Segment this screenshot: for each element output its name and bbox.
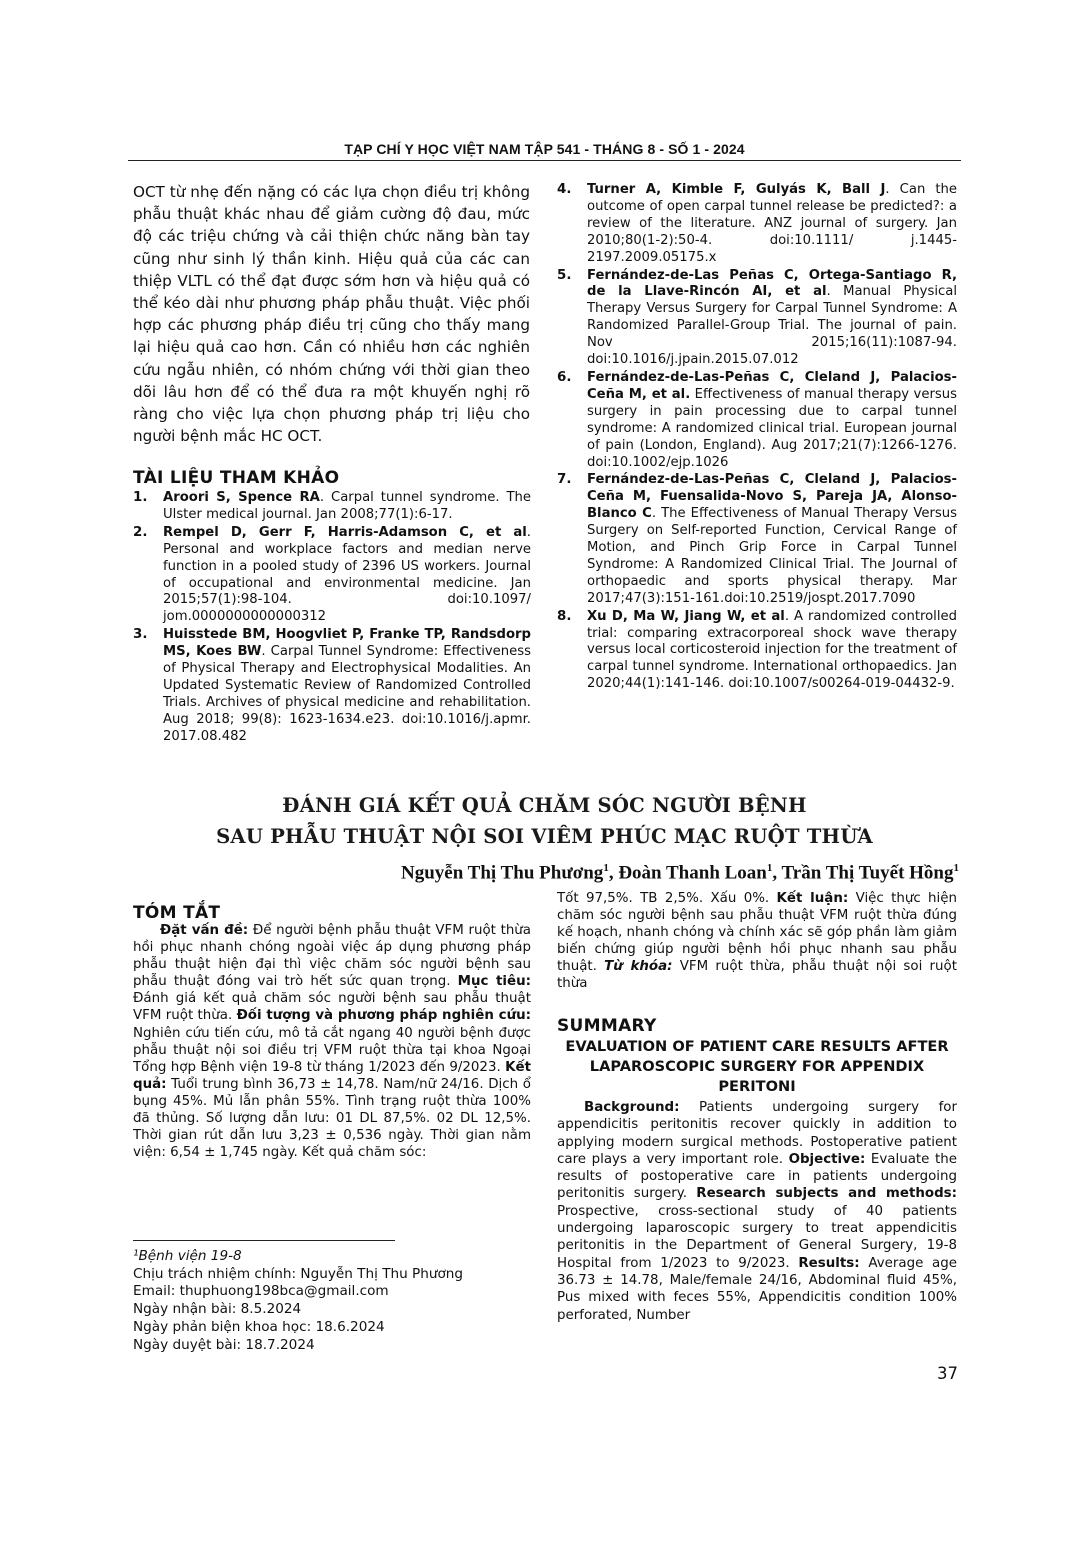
abstract-text: Tốt 97,5%. TB 2,5%. Xấu 0%.	[557, 891, 777, 906]
reference-text: . A randomized controlled trial: comparing extracorporeal shock wave therapy versus local corticosteroid injection for the treatment of carpal tunnel syndrome. International orthopaedics. Jan 2020;44(1):141-146. doi:10.1007/s00264-019-04432-9.	[587, 608, 957, 692]
abstract-label: Background:	[584, 1100, 680, 1115]
article-authors	[401, 862, 959, 884]
reference-authors: Fernández-de-Las-Peñas C, Cleland J, Palacios-Ceña M, et al.	[587, 369, 957, 402]
abstract-label: Research subjects and methods:	[696, 1186, 958, 1202]
abstract-en-body	[557, 1099, 957, 1324]
reference-authors: Aroori S, Spence RA	[163, 490, 320, 505]
references-heading: TÀI LIỆU THAM KHẢO	[133, 468, 340, 488]
abstract-label: Kết quả:	[133, 1059, 531, 1092]
author-name: Đoàn Thanh Loan	[618, 862, 767, 884]
article-title-line2: SAU PHẪU THUẬT NỘI SOI VIÊM PHÚC MẠC RUỘT THỪA	[216, 825, 873, 848]
reference-authors: Rempel D, Gerr F, Harris-Adamson C, et al	[163, 524, 527, 540]
reference-authors: Fernández-de-Las Peñas C, Ortega-Santiago R, de la Llave-Rincón AI, et al	[587, 267, 957, 300]
reference-item	[133, 490, 531, 524]
abstract-en-title: EVALUATION OF PATIENT CARE RESULTS AFTER LAPAROSCOPIC SURGERY FOR APPENDIX PERITONI	[565, 1038, 949, 1095]
reference-number: 2.	[133, 524, 148, 540]
footnote-affiliation: ¹Bệnh viện 19-8	[133, 1248, 242, 1264]
abstract-vi-continued	[557, 890, 957, 993]
references-list-left	[133, 490, 531, 747]
reference-item	[133, 627, 531, 745]
author-separator: ,	[772, 862, 782, 884]
keywords-text: VFM ruột thừa, phẫu thuật nội soi ruột thừa	[557, 959, 957, 992]
reference-authors: Huisstede BM, Hoogvliet P, Franke TP, Randsdorp MS, Koes BW	[163, 627, 531, 660]
reference-authors: Xu D, Ma W, Jiang W, et al	[587, 608, 785, 624]
abstract-label: Results:	[798, 1255, 860, 1271]
abstract-text: Patients undergoing surgery for appendicitis peritonitis recover quickly in addition to applying modern surgical methods. Postoperative patient care plays a very important role.	[557, 1100, 957, 1167]
reference-number: 8.	[557, 608, 572, 624]
footnote-responsible: Chịu trách nhiệm chính: Nguyễn Thị Thu Phương	[133, 1265, 464, 1282]
abstract-text: Việc thực hiện chăm sóc người bệnh sau phẫu thuật VFM ruột thừa đúng kế hoạch, nhanh chóng và chính xác sẽ góp phần làm giảm biến chứng giúp người bệnh hồi phục nhanh sau phẫu thuật.	[557, 891, 957, 975]
abstract-label: Kết luận:	[776, 891, 849, 906]
author-separator: ,	[608, 862, 619, 884]
author-name: Trần Thị Tuyết Hồng	[781, 862, 954, 884]
page-number: 37	[937, 1364, 958, 1383]
abstract-text: Average age 36.73 ± 14.78, Male/female 24/16, Abdominal fluid 45%, Pus mixed with feces 55%, Appendicitis condition 100% perforated, Number	[557, 1255, 957, 1323]
abstract-text: Evaluate the results of postoperative care in patients undergoing peritonitis surgery.	[557, 1151, 957, 1202]
footnote-divider	[133, 1240, 395, 1241]
reference-authors: Fernández-de-Las-Peñas C, Cleland J, Palacios-Ceña M, Fuensalida-Novo S, Pareja JA, Alonso-Blanco C	[587, 472, 957, 522]
abstract-vi-body	[133, 922, 531, 1161]
reference-text: . Carpal tunnel syndrome. The Ulster medical journal. Jan 2008;77(1):6-17.	[163, 490, 532, 522]
footnote-review-date: Ngày phản biện khoa học: 18.6.2024	[133, 1318, 385, 1335]
abstract-en-heading: SUMMARY	[557, 1016, 657, 1036]
abstract-vi-heading: TÓM TẮT	[133, 903, 221, 923]
abstract-label: Đối tượng và phương pháp nghiên cứu:	[236, 1008, 531, 1024]
reference-text: . Manual Physical Therapy Versus Surgery for Carpal Tunnel Syndrome: A Randomized Parallel-Group Trial. The journal of pain. Nov 2015;16(11):1087-94. doi:10.1016/j.jpain.2015.07.012	[587, 284, 957, 368]
footnote-accepted-date: Ngày duyệt bài: 18.7.2024	[133, 1336, 315, 1353]
reference-item	[557, 472, 957, 607]
reference-authors: Turner A, Kimble F, Gulyás K, Ball J	[587, 182, 886, 197]
references-list-right	[557, 182, 957, 694]
reference-text: Effectiveness of manual therapy versus surgery in pain processing due to carpal tunnel syndrome: A randomized clinical trial. European journal of pain (London, England). Aug 2017;21(7):1266-1276. doi:10.1002/ejp.1026	[587, 386, 957, 470]
reference-number: 6.	[557, 369, 572, 385]
reference-item	[557, 370, 957, 471]
footnote-received-date: Ngày nhận bài: 8.5.2024	[133, 1301, 302, 1318]
reference-text: . Can the outcome of open carpal tunnel release be predicted?: a review of the literature. ANZ journal of surgery. Jan 2010;80(1-2):50-4. doi:10.1111/ j.1445-2197.2009.05175.x	[587, 182, 957, 265]
reference-text: . The Effectiveness of Manual Therapy Versus Surgery on Self-reported Function, Cervical Range of Motion, and Pinch Grip Force in Carpal Tunnel Syndrome: A Randomized Clinical Trial. The Journal of orthopaedic and sports physical therapy. Mar 2017;47(3):151-161.doi:10.2519/jospt.2017.7090	[587, 506, 957, 606]
abstract-label: Mục tiêu:	[457, 974, 531, 990]
author-name: Nguyễn Thị Thu Phương	[400, 862, 604, 884]
reference-number: 5.	[557, 267, 572, 283]
reference-item	[557, 182, 957, 267]
footnote-email: Email: thuphuong198bca@gmail.com	[133, 1283, 389, 1300]
abstract-label: Đặt vấn đề:	[160, 923, 249, 938]
abstract-text: Tuổi trung bình 36,73 ± 14,78. Nam/nữ 24/16. Dịch ổ bụng 45%. Mủ lẫn phân 55%. Tình trạng ruột thừa 100% đã thủng. Số lượng dẫn lưu: 01 DL 87,5%. 02 DL 12,5%. Thời gian rút dẫn lưu 3,23 ± 0,536 ngày. Thời gian nằm viện: 6,54 ± 1,745 ngày. Kết quả chăm sóc:	[133, 1076, 531, 1161]
author-affiliation-mark: 1	[603, 862, 609, 874]
abstract-text: Prospective, cross-sectional study of 40 patients undergoing laparoscopic surgery to treat appendicitis peritonitis in the Department of General Surgery, 19-8 Hospital from 1/2023 to 9/2023.	[557, 1203, 957, 1271]
reference-number: 3.	[133, 627, 148, 643]
reference-text: . Personal and workplace factors and median nerve function in a pooled study of 2396 US workers. Journal of occupational and environmental medicine. Jan 2015;57(1):98-104. doi:10.1097/ jom.0000000000000312	[163, 524, 531, 625]
author-affiliation-mark: 1	[766, 862, 773, 874]
reference-number: 1.	[133, 490, 148, 505]
reference-number: 7.	[557, 472, 572, 488]
reference-number: 4.	[557, 182, 572, 197]
article-title-line1: ĐÁNH GIÁ KẾT QUẢ CHĂM SÓC NGƯỜI BỆNH	[282, 794, 807, 817]
intro-paragraph: OCT từ nhẹ đến nặng có các lựa chọn điều trị không phẫu thuật khác nhau để giảm cường độ đau, mức độ các triệu chứng và cải thiện chức năng bàn tay cũng như sinh lý thần kinh. Hiệu quả của các can thiệp VLTL có thể đạt được sớm hơn và hiệu quả có thể kéo dài như phương pháp phẫu thuật. Việc phối hợp các phương pháp điều trị cũng cho thấy mang lại hiệu quả cao hơn. Cần có nhiều hơn các nghiên cứu ngẫu nhiên, có nhóm chứng với thời gian theo dõi lâu hơn để có thể đưa ra một khuyến nghị rõ ràng cho việc lựa chọn phương pháp trị liệu cho người bệnh mắc HC OCT.	[133, 183, 530, 446]
reference-item	[557, 268, 957, 369]
reference-item	[133, 525, 531, 626]
abstract-label: Objective:	[788, 1151, 866, 1167]
reference-item	[557, 609, 957, 694]
journal-header: TẠP CHÍ Y HỌC VIỆT NAM TẬP 541 - THÁNG 8 - SỐ 1 - 2024	[344, 141, 745, 157]
reference-text: . Carpal Tunnel Syndrome: Effectiveness of Physical Therapy and Electrophysical Modalities. An Updated Systematic Review of Randomized Controlled Trials. Archives of physical medicine and rehabilitation. Aug 2018; 99(8): 1623-1634.e23. doi:10.1016/j.apmr. 2017.08.482	[163, 644, 531, 744]
header-divider	[128, 160, 961, 161]
footnote	[133, 1248, 533, 1354]
abstract-text: Nghiên cứu tiến cứu, mô tả cắt ngang 40 người bệnh được phẫu thuật nội soi điều trị VFM ruột thừa tại khoa Ngoại Tổng hợp Bệnh viện 19-8 từ tháng 1/2023 đến 9/2023.	[133, 1025, 531, 1075]
author-affiliation-mark: 1	[953, 862, 959, 874]
keywords-label: Từ khóa:	[604, 959, 673, 975]
abstract-text: Để người bệnh phẫu thuật VFM ruột thừa hồi phục nhanh chóng ngoài việc áp dụng phương pháp phẫu thuật hiện đại thì việc chăm sóc người bệnh sau phẫu thuật đóng vai trò hết sức quan trọng.	[133, 923, 532, 990]
abstract-text: Đánh giá kết quả chăm sóc người bệnh sau phẫu thuật VFM ruột thừa.	[133, 991, 531, 1024]
